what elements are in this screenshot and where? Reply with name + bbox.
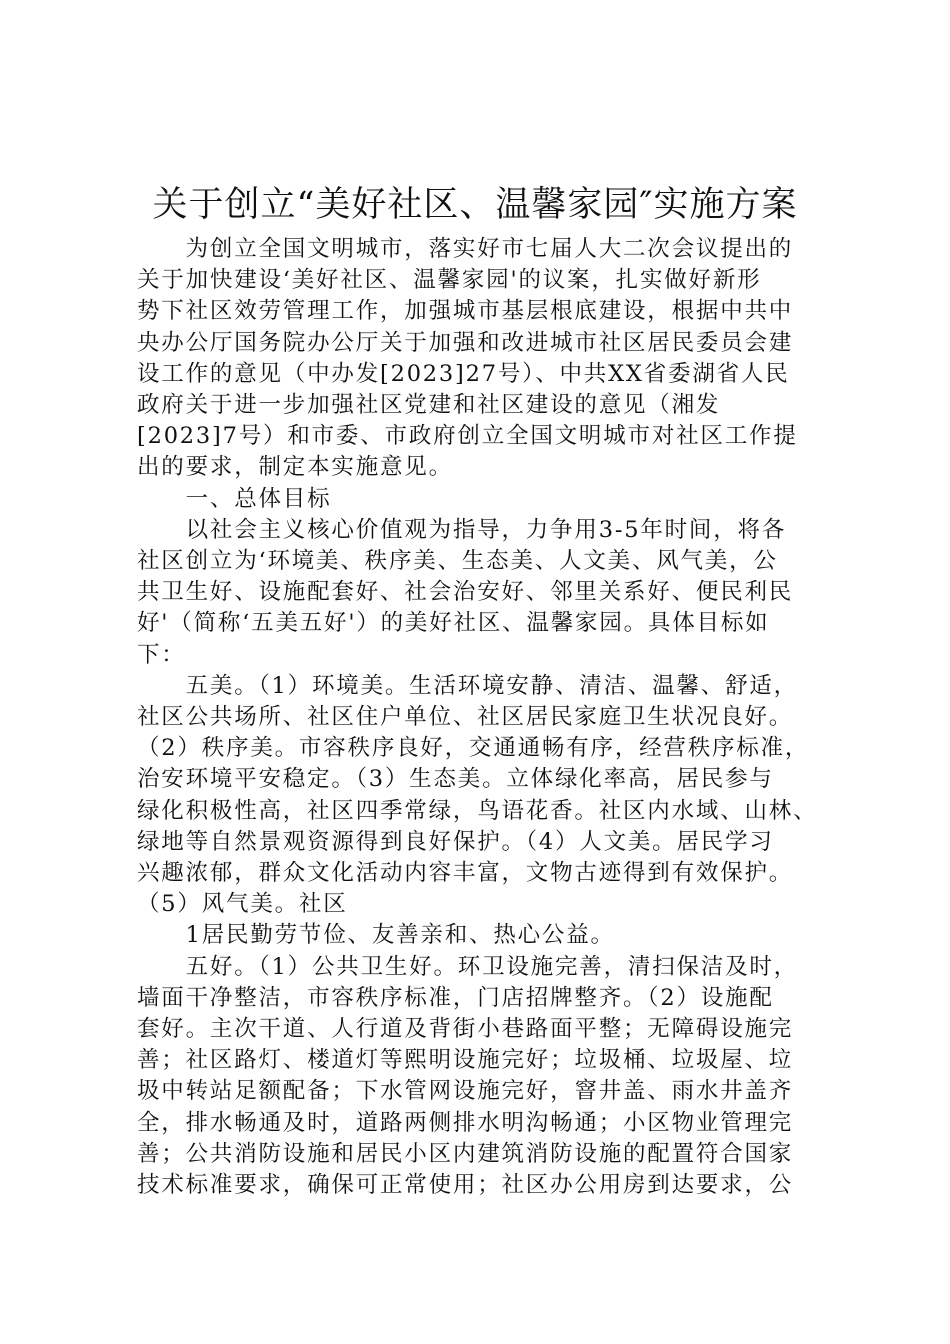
paragraph-intro: 为创立全国文明城市，落实好市七届人大二次会议提出的 关于加快建设‘美好社区、温馨家园'的议案，扎实做好新形 势下社区效劳管理工作，加强城市基层根底建设，根据中共中 央办公厅国务院办公厅关于加强和改进城市社区居民委员会建 设工作的意见（中办发[2023]27号）、中共XX省委湖省人民 政府关于进一步加强社区党建和社区建设的意见（湘发 [2023]7号）和市委、市政府创立全国文明城市对社区工作提 出的要求，制定本实施意见。 <box>137 236 798 481</box>
paragraph-goals: 以社会主义核心价值观为指导，力争用3-5年时间，将各 社区创立为‘环境美、秩序美、生态美、人文美、风气美，公 共卫生好、设施配套好、社会治安好、邻里关系好、便民利民 好'（简称‘五美五好'）的美好社区、温馨家园。具体目标如 下： <box>137 516 794 668</box>
paragraph-five-beauties: 五美。（1）环境美。生活环境安静、清洁、温馨、舒适， 社区公共场所、社区住户单位、社区居民家庭卫生状况良好。 （2）秩序美。市容秩序良好，交通通畅有序，经营秩序标准， 治安环境平安稳定。（3）生态美。立体绿化率高，居民参与 绿化积极性高，社区四季常绿，鸟语花香。社区内水域、山林、 绿地等自然景观资源得到良好保护。（4）人文美。居民学习 兴趣浓郁，群众文化活动内容丰富，文物古迹得到有效保护。 （5）风气美。社区 <box>137 672 818 918</box>
document-body <box>137 234 827 1201</box>
section-heading-overall-goals: 一、总体目标 <box>137 485 332 512</box>
paragraph-residents: 1居民勤劳节俭、友善亲和、热心公益。 <box>137 922 615 949</box>
paragraph-five-goods: 五好。（1）公共卫生好。环卫设施完善，清扫保洁及时， 墙面干净整洁，市容秩序标准，门店招牌整齐。（2）设施配 套好。主次干道、人行道及背街小巷路面平整；无障碍设施完 善；社区路灯、楼道灯等熙明设施完好；垃圾桶、垃圾屋、垃 圾中转站足额配备；下水管网设施完好，窨井盖、雨水井盖齐 全，排水畅通及时，道路两侧排水明沟畅通；小区物业管理完 善；公共消防设施和居民小区内建筑消防设施的配置符合国家 技术标准要求，确保可正常使用；社区办公用房到达要求，公 <box>137 953 798 1199</box>
document-title: 关于创立“美好社区、温馨家园″实施方案 <box>152 185 798 225</box>
